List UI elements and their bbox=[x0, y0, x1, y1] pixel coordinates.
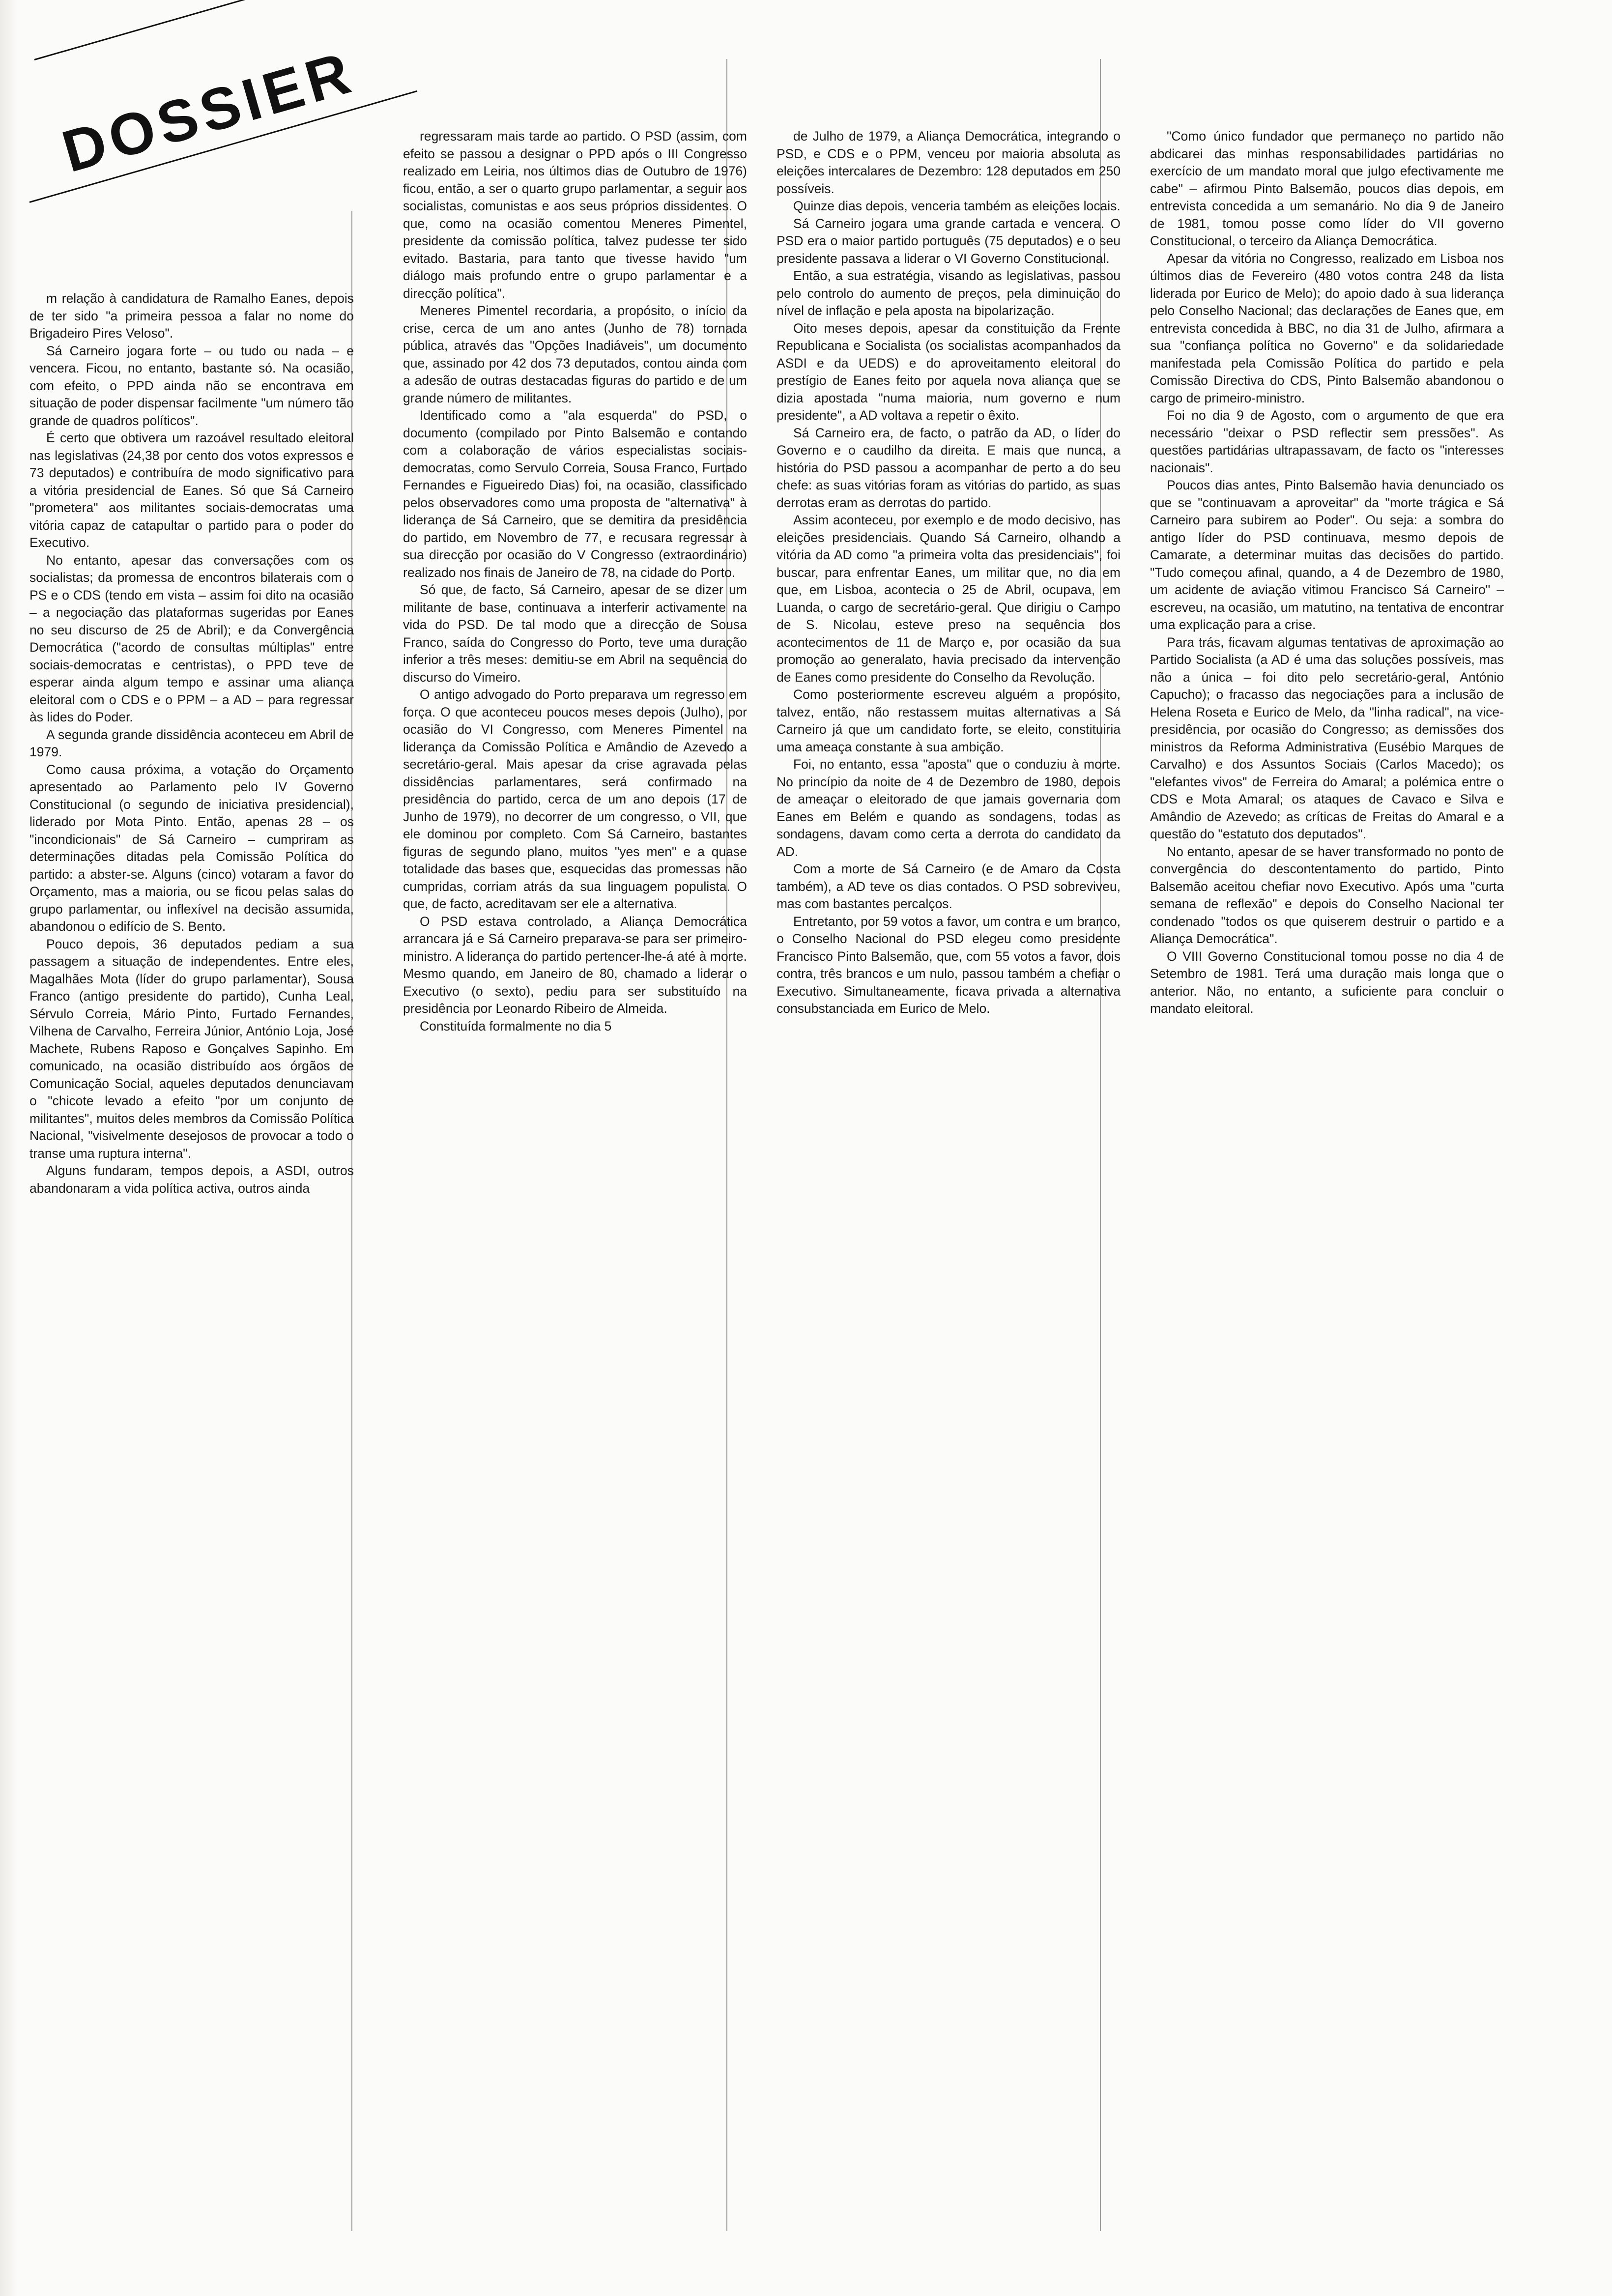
article-paragraph: O VIII Governo Constitucional tomou posse no dia 4 de Setembro de 1981. Terá uma duração mais longa que o anterior. Não, no entanto, a suficiente para concluir o mandato eleitoral. bbox=[1150, 948, 1504, 1016]
article-paragraph: regressaram mais tarde ao partido. O PSD (assim, com efeito se passou a designar o PPD após o III Congresso realizado em Leiria, nos últimos dias de Outubro de 1976) ficou, então, a ser o quarto grupo parlamentar, a seguir aos socialistas, comunistas e aos seus próprios dissidentes. O que, como na ocasião comentou Meneres Pimentel, presidente da comissão política, talvez pudesse ter sido evitado. Bastaria, para tanto que tivesse havido "um diálogo mais profundo entre o grupo parlamentar e a direcção política". bbox=[403, 129, 747, 301]
article-paragraph: Assim aconteceu, por exemplo e de modo decisivo, nas eleições presidenciais. Quando Sá Carneiro, olhando a vitória da AD como "a primeira volta das presidenciais", foi buscar, para enfrentar Eanes, um militar que, no dia em que, em Lisboa, acontecia o 25 de Abril, ocupava, em Luanda, o cargo de secretário-geral. Que dirigiu o Campo de S. Nicolau, esteve preso na sequência dos acontecimentos de 11 de Março e, por ocasião da sua promoção ao generalato, havia precisado da intervenção de Eanes como presidente do Conselho da Revolução. bbox=[777, 513, 1121, 685]
article-paragraph: Alguns fundaram, tempos depois, a ASDI, outros abandonaram a vida política activa, outros ainda bbox=[29, 1163, 354, 1196]
article-paragraph: O antigo advogado do Porto preparava um regresso em força. O que aconteceu poucos meses depois (Julho), por ocasião do VI Congresso, com Meneres Pimentel na liderança da Comissão Política e Amândio de Azevedo a secretário-geral. Mais apesar da crise agravada pelas dissidências parlamentares, será confirmado na presidência do partido, cerca de um ano depois (17 de Junho de 1979), no decorrer de um congresso, o VII, que ele dominou por completo. Com Sá Carneiro, bastantes figuras de segundo plano, muitos "yes men" e a quase totalidade das bases que, esquecidas das promessas não cumpridas, corriam atrás da sua linguagem populista. O que, de facto, acreditavam ser ele a alternativa. bbox=[403, 687, 747, 911]
article-paragraph: Meneres Pimentel recordaria, a propósito, o início da crise, cerca de um ano antes (Junho de 78) tornada pública, através das "Opções Inadiáveis", um documento que, assinado por 42 dos 73 deputados, contou ainda com a adesão de outras destacadas figuras do partido e de um grande número de militantes. bbox=[403, 303, 747, 405]
article-paragraph: No entanto, apesar das conversações com os socialistas; da promessa de encontros bilaterais com o PS e o CDS (tendo em vista – assim foi dito na ocasião – a negociação das plataformas sugeridas por Eanes no seu discurso de 25 de Abril); e da Convergência Democrática ("acordo de consultas múltiplas" entre sociais-democratas e centristas), o PPD teve de esperar ainda algum tempo e assinar uma aliança eleitoral com o CDS e o PPM – a AD – para regressar às lides do Poder. bbox=[29, 552, 354, 724]
article-paragraph: Quinze dias depois, venceria também as eleições locais. bbox=[793, 199, 1121, 213]
masthead-title: DOSSIER bbox=[55, 39, 362, 185]
article-paragraph: m relação à candidatura de Ramalho Eanes, depois de ter sido "a primeira pessoa a falar no nome do Brigadeiro Pires Veloso". bbox=[29, 291, 354, 341]
article-paragraph: O PSD estava controlado, a Aliança Democrática arrancara já e Sá Carneiro preparava-se para ser primeiro-ministro. A liderança do partido pertencer-lhe-á até à morte. Mesmo quando, em Janeiro de 80, chamado a liderar o Executivo (o sexto), pediu para ser substituído na presidência por Leonardo Ribeiro de Almeida. bbox=[403, 914, 747, 1016]
article-paragraph: Identificado como a "ala esquerda" do PSD, o documento (compilado por Pinto Balsemão e contando com a colaboração de vários especialistas sociais-democratas, como Servulo Correia, Sousa Franco, Furtado Fernandes e Figueiredo Dias) foi, na ocasião, classificado pelos observadores como uma proposta de "alternativa" à liderança de Sá Carneiro, que se demitira da presidência do partido, em Novembro de 77, e recusara regressar à sua direcção por ocasião do V Congresso (extraordinário) realizado nos finais de Janeiro de 78, na cidade do Porto. bbox=[403, 408, 747, 580]
article-paragraph: Oito meses depois, apesar da constituição da Frente Republicana e Socialista (os socialistas acompanhados da ASDI e da UEDS) e do aproveitamento eleitoral do prestígio de Eanes feito por aquela nova aliança que se dizia apostada "numa maioria, num governo e num presidente", a AD voltava a repetir o êxito. bbox=[777, 320, 1121, 423]
article-paragraph: de Julho de 1979, a Aliança Democrática, integrando o PSD, e CDS e o PPM, venceu por maioria absoluta as eleições intercalares de Dezembro: 128 deputados em 250 possíveis. bbox=[777, 129, 1121, 196]
article-column-1 bbox=[29, 290, 354, 1197]
article-paragraph: "Como único fundador que permaneço no partido não abdicarei das minhas responsabilidades partidárias no exercício de um mandato moral que julgo efectivamente me cabe" – afirmou Pinto Balsemão, poucos dias depois, em entrevista concedida a um semanário. No dia 9 de Janeiro de 1981, tomou posse como líder do VII governo Constitucional, o terceiro da Aliança Democrática. bbox=[1150, 129, 1504, 248]
article-paragraph: Constituída formalmente no dia 5 bbox=[420, 1018, 612, 1033]
article-paragraph: Poucos dias antes, Pinto Balsemão havia denunciado os que se "continuavam a aproveitar" da "morte trágica e Sá Carneiro para subirem ao Poder". Ou seja: a sombra do antigo líder do PSD continuava, mesmo depois de Camarate, a determinar muitas das decisões do partido. "Tudo começou afinal, quando, a 4 de Dezembro de 1980, um acidente de aviação vitimou Francisco Sá Carneiro" – escreveu, na ocasião, um matutino, na tentativa de encontrar uma explicação para a crise. bbox=[1150, 478, 1504, 632]
article-paragraph: Como causa próxima, a votação do Orçamento apresentado ao Parlamento pelo IV Governo Constitucional (o segundo de iniciativa presidencial), liderado por Mota Pinto. Então, apenas 28 – os "incondicionais" de Sá Carneiro – cumpriram as determinações ditadas pela Comissão Política do partido: a abster-se. Alguns (cinco) votaram a favor do Orçamento, mas a maioria, ou se ficou pelas salas do grupo parlamentar, ou inflexível na decisão assumida, abandonou o edifício de S. Bento. bbox=[29, 762, 354, 934]
article-paragraph: Como posteriormente escreveu alguém a propósito, talvez, então, não restassem muitas alternativas a Sá Carneiro já que um candidato forte, se eleito, constituiria uma ameaça constante à sua ambição. bbox=[777, 687, 1121, 754]
article-paragraph: Sá Carneiro jogara forte – ou tudo ou nada – e vencera. Ficou, no entanto, bastante só. Na ocasião, com efeito, o PPD ainda não se encontrava em situação de poder dispensar facilmente "um número tão grande de quadros políticos". bbox=[29, 343, 354, 428]
article-paragraph: Só que, de facto, Sá Carneiro, apesar de se dizer um militante de base, continuava a interferir activamente na vida do PSD. De tal modo que a direcção de Sousa Franco, saída do Congresso do Porto, teve uma duração inferior a três meses: demitiu-se em Abril na sequência do discurso do Vimeiro. bbox=[403, 582, 747, 685]
article-paragraph: Sá Carneiro jogara uma grande cartada e vencera. O PSD era o maior partido português (75 deputados) e o seu presidente passava a liderar o VI Governo Constitucional. bbox=[777, 216, 1121, 266]
article-column-2 bbox=[403, 128, 747, 1035]
article-paragraph: Para trás, ficavam algumas tentativas de aproximação ao Partido Socialista (a AD é uma das soluções possíveis, mas não a única – foi dito pelo secretário-geral, António Capucho); o fracasso das negociações para a inclusão de Helena Roseta e Eurico de Melo, da "linha radical", na vice-presidência, por ocasião do Congresso; as demissões dos ministros da Reforma Administrativa (Eusébio Marques de Carvalho) e dos Assuntos Sociais (Carlos Macedo); os "elefantes vivos" de Ferreira do Amaral; a polémica entre o CDS e Mota Amaral; os ataques de Cavaco e Silva e Amândio de Azevedo; as críticas de Freitas do Amaral e a questão do "estatuto dos deputados". bbox=[1150, 634, 1504, 841]
article-paragraph: Então, a sua estratégia, visando as legislativas, passou pelo controlo do aumento de preços, pela diminuição do nível de inflação e pela aposta na bipolarização. bbox=[777, 268, 1121, 318]
article-column-3 bbox=[777, 128, 1121, 1018]
page-edge-shadow bbox=[0, 0, 18, 2296]
article-paragraph: Com a morte de Sá Carneiro (e de Amaro da Costa também), a AD teve os dias contados. O PSD sobreviveu, mas com bastantes percalços. bbox=[777, 861, 1121, 911]
article-paragraph: É certo que obtivera um razoável resultado eleitoral nas legislativas (24,38 por cento dos votos expressos e 73 deputados) e contribuíra de modo significativo para a vitória presidencial de Eanes. Só que Sá Carneiro "prometera" aos militantes sociais-democratas uma vitória capaz de catapultar o partido para o poder do Executivo. bbox=[29, 430, 354, 550]
article-paragraph: Foi, no entanto, essa "aposta" que o conduziu à morte. No princípio da noite de 4 de Dezembro de 1980, depois de ameaçar o eleitorado de que jamais governaria com Eanes em Belém e quando as sondagens, todas as sondagens, davam como certa a derrota do candidato da AD. bbox=[777, 757, 1121, 859]
article-paragraph: Pouco depois, 36 deputados pediam a sua passagem a situação de independentes. Entre eles, Magalhães Mota (líder do grupo parlamentar), Sousa Franco (antigo presidente do partido), Cunha Leal, Sérvulo Correia, Mário Pinto, Furtado Fernandes, Vilhena de Carvalho, Ferreira Júnior, António Loja, José Machete, Rubens Raposo e Gonçalves Sapinho. Em comunicado, na ocasião distribuído aos órgãos de Comunicação Social, aqueles deputados denunciavam o "chicote levado a efeito "por um conjunto de militantes", muitos deles membros da Comissão Política Nacional, "visivelmente desejosos de provocar a todo o transe uma ruptura interna". bbox=[29, 936, 354, 1161]
article-paragraph: Foi no dia 9 de Agosto, com o argumento de que era necessário "deixar o PSD reflectir sem pressões". As questões partidárias ultrapassavam, de facto os "interesses nacionais". bbox=[1150, 408, 1504, 475]
article-paragraph: Apesar da vitória no Congresso, realizado em Lisboa nos últimos dias de Fevereiro (480 votos contra 248 da lista liderada por Eurico de Melo); do apoio dado à sua liderança pelo Conselho Nacional; das declarações de Eanes que, em entrevista concedida à BBC, no dia 31 de Julho, afirmara a sua "confiança política no Governo" e da solidariedade manifestada pela Comissão Política do partido e pela Comissão Directiva do CDS, Pinto Balsemão abandonou o cargo de primeiro-ministro. bbox=[1150, 251, 1504, 405]
article-columns bbox=[29, 59, 1583, 2231]
article-paragraph: A segunda grande dissidência aconteceu em Abril de 1979. bbox=[29, 727, 354, 759]
article-paragraph: No entanto, apesar de se haver transformado no ponto de convergência do descontentamento do partido, Pinto Balsemão aceitou chefiar novo Executivo. Após uma "curta semana de reflexão" e depois do Conselho Nacional ter condenado "todos os que quiserem destruir o partido e a Aliança Democrática". bbox=[1150, 844, 1504, 946]
article-paragraph: Sá Carneiro era, de facto, o patrão da AD, o líder do Governo e o caudilho da direita. E mais que nunca, a história do PSD passou a acompanhar de perto a do seu chefe: as suas vitórias foram as vitórias do partido, as suas derrotas eram as derrotas do partido. bbox=[777, 425, 1121, 510]
article-column-4 bbox=[1150, 128, 1504, 1018]
article-paragraph: Entretanto, por 59 votos a favor, um contra e um branco, o Conselho Nacional do PSD elegeu como presidente Francisco Pinto Balsemão, que, com 55 votos a favor, dois contra, três brancos e um nulo, passou também a chefiar o Executivo. Simultaneamente, ficava privada a alternativa consubstanciada em Eurico de Melo. bbox=[777, 914, 1121, 1016]
